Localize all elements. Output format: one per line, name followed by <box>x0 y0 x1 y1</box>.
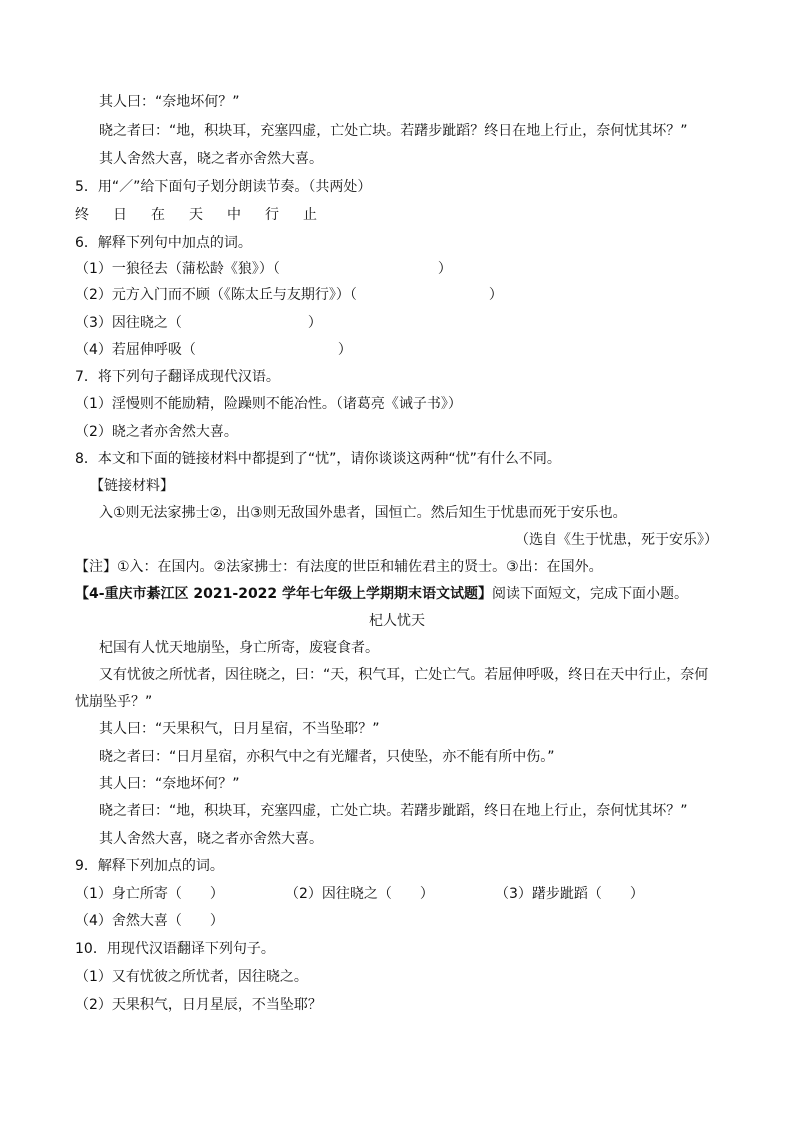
story-line: 晓之者曰：“地，积块耳，充塞四虚，亡处亡块。若躇步跐蹈，终日在地上行止，奈何忧其坏？” <box>99 803 688 819</box>
question-7-item-2: （2）晓之者亦舍然大喜。 <box>75 424 238 440</box>
rhythm-char: 天 <box>189 207 203 223</box>
question-6-item-1: （1）一狼径去（蒲松龄《狼》）（ ） <box>75 261 452 277</box>
question-9-item-1: （1）身亡所寄（ ） <box>75 886 224 902</box>
passage-line: 其人舍然大喜，晓之者亦舍然大喜。 <box>99 151 323 167</box>
question-6-title: 6．解释下列句中加点的词。 <box>75 235 252 251</box>
story-line: 杞国有人忧天地崩坠，身亡所寄，废寝食者。 <box>99 640 379 656</box>
story-line: 其人曰：“天果积气，日月星宿，不当坠耶？” <box>99 721 380 737</box>
story-line: 晓之者曰：“日月星宿，亦积气中之有光耀者，只使坠，亦不能有所中伤。” <box>99 749 555 765</box>
question-9-title: 9．解释下列加点的词。 <box>75 858 224 874</box>
question-7-item-1: （1）淫慢则不能励精，险躁则不能冶性。（诸葛亮《诫子书》） <box>75 396 462 412</box>
question-9-item-4: （4）舍然大喜（ ） <box>75 913 224 929</box>
question-6-item-3: （3）因往晓之（ ） <box>75 315 322 331</box>
story-line: 忧崩坠乎？” <box>75 694 153 710</box>
question-6-item-2: （2）元方入门而不顾（《陈太丘与友期行》）（ ） <box>75 287 503 303</box>
story-line: 其人舍然大喜，晓之者亦舍然大喜。 <box>99 831 323 847</box>
passage-line: 晓之者曰：“地，积块耳，充塞四虚，亡处亡块。若躇步跐蹈？终日在地上行止，奈何忧其坏？” <box>99 123 688 139</box>
section-4-instruction: 阅读下面短文，完成下面小题。 <box>492 586 689 602</box>
section-4-source: 【4-重庆市綦江区 2021-2022 学年七年级上学期期末语文试题】 <box>75 586 493 602</box>
passage-line: 其人曰：“奈地坏何？” <box>99 94 240 110</box>
question-10-item-1: （1）又有忧彼之所忧者，因往晓之。 <box>75 969 308 985</box>
rhythm-char: 在 <box>151 207 165 223</box>
link-material-label: 【链接材料】 <box>90 478 174 494</box>
story-line: 又有忧彼之所忧者，因往晓之，曰：“天，积气耳，亡处亡气。若屈伸呼吸，终日在天中行止，奈何 <box>99 667 709 683</box>
rhythm-char: 日 <box>113 207 127 223</box>
question-9-item-2: （2）因往晓之（ ） <box>285 886 434 902</box>
question-9-item-3: （3）躇步跐蹈（ ） <box>495 886 644 902</box>
story-line: 其人曰：“奈地坏何？” <box>99 776 240 792</box>
section-4-header <box>75 585 688 603</box>
rhythm-char: 终 <box>75 207 89 223</box>
story-title: 杞人忧天 <box>369 613 425 629</box>
link-material-note: 【注】①入：在国内。②法家拂士：有法度的世臣和辅佐君主的贤士。③出：在国外。 <box>75 559 603 575</box>
rhythm-char: 行 <box>265 207 279 223</box>
rhythm-char: 止 <box>303 207 317 223</box>
question-7-title: 7．将下列句子翻译成现代汉语。 <box>75 369 280 385</box>
question-6-item-4: （4）若屈伸呼吸（ ） <box>75 342 352 358</box>
question-10-item-2: （2）天果积气，日月星辰，不当坠耶？ <box>75 997 322 1013</box>
link-material-text: 入①则无法家拂士②，出③则无敌国外患者，国恒亡。然后知生于忧患而死于安乐也。 <box>99 505 627 521</box>
question-10-title: 10．用现代汉语翻译下列句子。 <box>75 941 275 957</box>
rhythm-char: 中 <box>227 207 241 223</box>
link-material-source: （选自《生于忧患，死于安乐》） <box>515 532 718 548</box>
question-5-title: 5．用“／”给下面句子划分朗读节奏。（共两处） <box>75 179 372 195</box>
rhythm-sentence <box>75 206 341 224</box>
question-8-title: 8．本文和下面的链接材料中都提到了“忧”，请你谈谈这两种“忧”有什么不同。 <box>75 451 561 467</box>
